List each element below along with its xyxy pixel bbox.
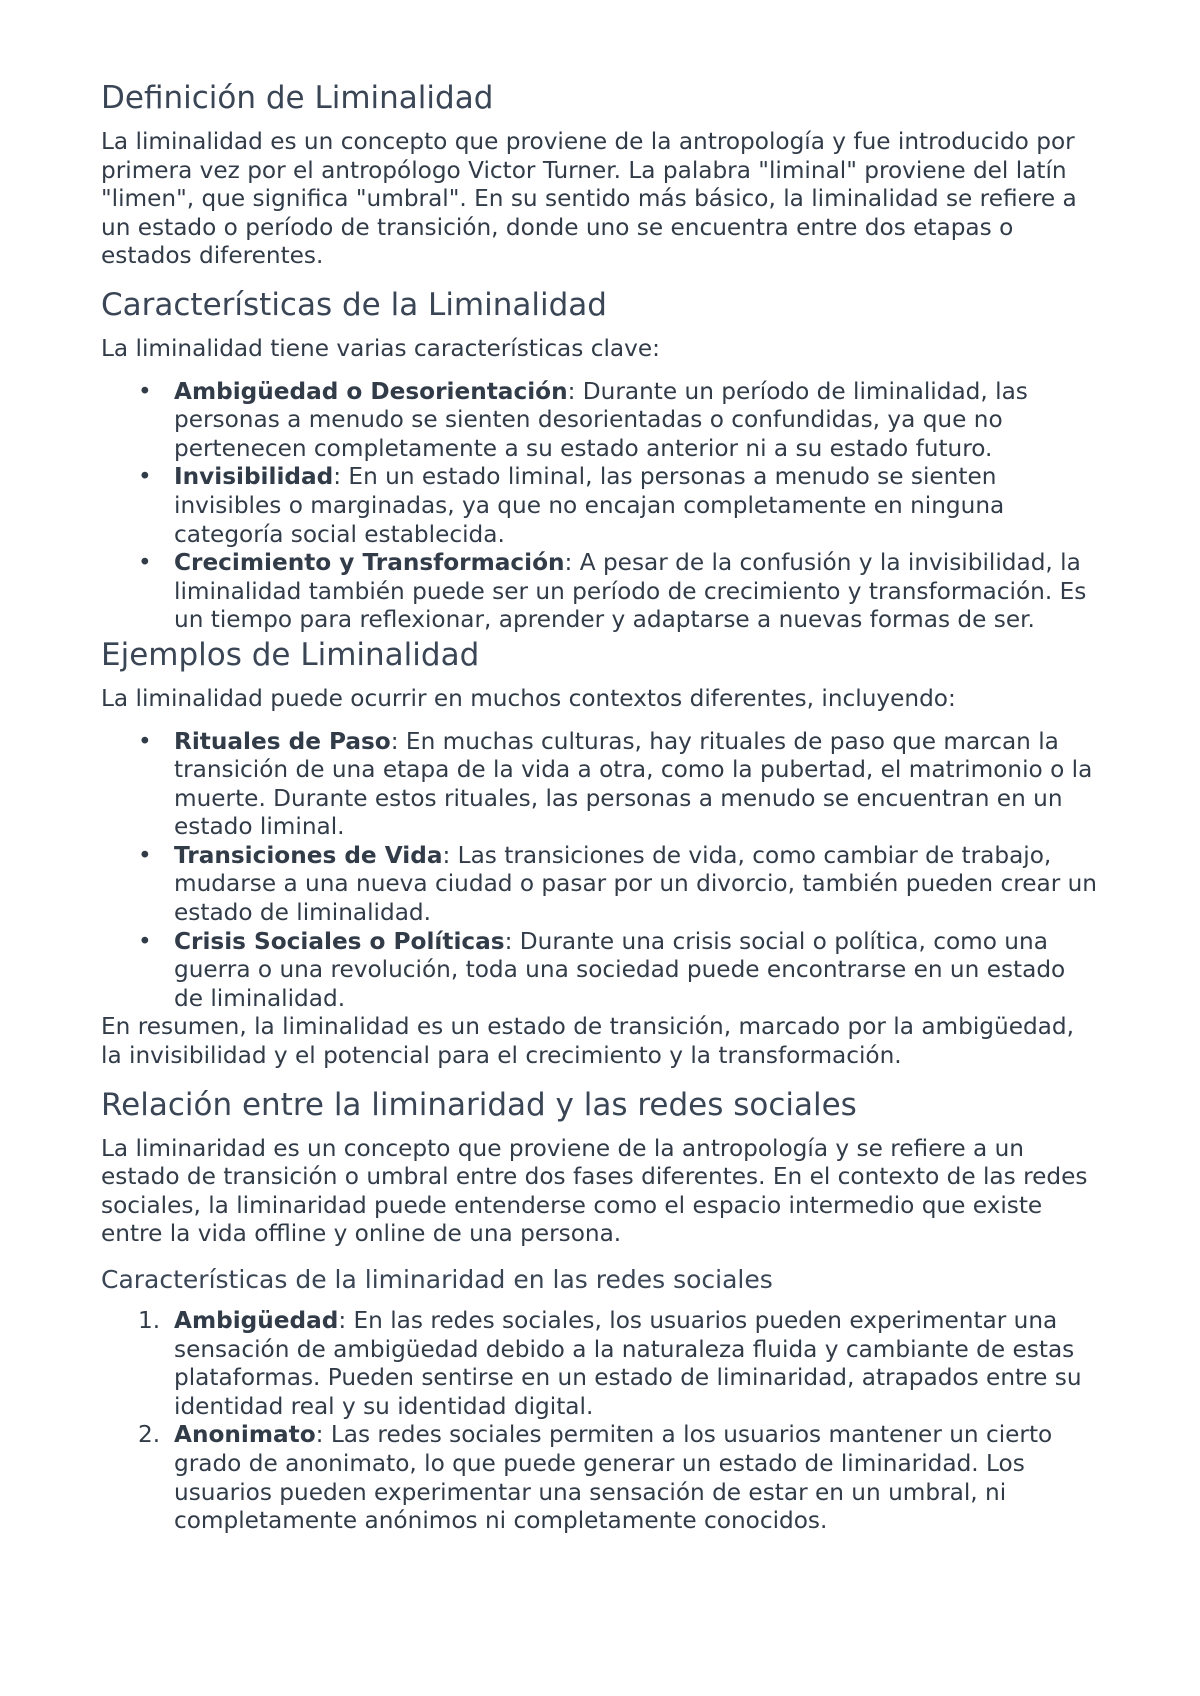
- list-item-term: Transiciones de Vida: [174, 841, 443, 869]
- bullet-icon: •: [138, 727, 152, 755]
- list-caracteristicas: [101, 378, 1100, 635]
- heading-ejemplos: Ejemplos de Liminalidad: [101, 636, 480, 673]
- bullet-icon: •: [138, 549, 152, 577]
- list-ejemplos: [101, 728, 1100, 1014]
- list-caracteristicas-redes: [101, 1307, 1100, 1536]
- list-item-text: : En un estado liminal, las personas a menudo se sienten invisibles o marginadas, ya que no encajan completamente en ninguna categoría social establecida.: [174, 463, 1005, 548]
- bullet-icon: •: [138, 841, 152, 869]
- list-item-text: : Durante un período de liminalidad, las personas a menudo se sienten desorientadas o confundidas, ya que no pertenecen completamente a su estado anterior ni a su estado futuro.: [174, 377, 1028, 462]
- list-item: [138, 1421, 1100, 1535]
- heading-caracteristicas-redes: Características de la liminaridad en las redes sociales: [101, 1265, 773, 1294]
- list-item-number: 2.: [138, 1421, 161, 1449]
- heading-caracteristicas: Características de la Liminalidad: [101, 286, 607, 323]
- list-item: [138, 927, 1100, 1014]
- list-item-term: Ambigüedad: [174, 1307, 339, 1334]
- list-item: [138, 463, 1100, 549]
- bullet-icon: •: [138, 927, 152, 955]
- list-item-text: : Las transiciones de vida, como cambiar de trabajo, mudarse a una nueva ciudad o pasar por un divorcio, también pueden crear un estado de liminalidad.: [174, 841, 1097, 927]
- list-item-text: : En las redes sociales, los usuarios pueden experimentar una sensación de ambigüedad debido a la naturaleza fluida y cambiante de estas plataformas. Pueden sentirse en un estado de liminaridad, atrapados entre su identidad real y su identidad digital.: [174, 1307, 1082, 1420]
- list-item-text: : Las redes sociales permiten a los usuarios mantener un cierto grado de anonimato, lo que puede generar un estado de liminaridad. Los usuarios pueden experimentar una sensación de estar en un umbral, ni completamente anónimos ni completamente conocidos.: [174, 1421, 1053, 1535]
- list-item-text: : En muchas culturas, hay rituales de paso que marcan la transición de una etapa de la vida a otra, como la pubertad, el matrimonio o la muerte. Durante estos rituales, las personas a menudo se encuentran en un estado liminal.: [174, 727, 1093, 841]
- paragraph-caracteristicas-intro: La liminalidad tiene varias características clave:: [101, 334, 660, 362]
- list-item-term: Anonimato: [174, 1421, 316, 1449]
- list-item: [138, 841, 1100, 928]
- paragraph-ejemplos-intro: La liminalidad puede ocurrir en muchos contextos diferentes, incluyendo:: [101, 684, 956, 712]
- bullet-icon: •: [138, 377, 152, 405]
- heading-relacion: Relación entre la liminaridad y las redes sociales: [101, 1086, 857, 1123]
- list-item-text: : A pesar de la confusión y la invisibilidad, la liminalidad también puede ser un período de crecimiento y transformación. Es un tiempo para reflexionar, aprender y adaptarse a nuevas formas de ser.: [174, 549, 1087, 634]
- list-item-term: Crecimiento y Transformación: [174, 549, 565, 577]
- list-item-term: Crisis Sociales o Políticas: [174, 927, 505, 955]
- paragraph-relacion: La liminaridad es un concepto que proviene de la antropología y se refiere a un estado de transición o umbral entre dos fases diferentes. En el contexto de las redes sociales, la liminaridad puede entenderse como el espacio intermedio que existe entre la vida offline y online de una persona.: [101, 1134, 1088, 1248]
- list-item-term: Ambigüedad o Desorientación: [174, 377, 568, 405]
- paragraph-definicion: La liminalidad es un concepto que proviene de la antropología y fue introducido por primera vez por el antropólogo Victor Turner. La palabra "liminal" proviene del latín "limen", que significa "umbral". En su sentido más básico, la liminalidad se refiere a un estado o período de transición, donde uno se encuentra entre dos etapas o estados diferentes.: [101, 128, 1077, 270]
- bullet-icon: •: [138, 463, 152, 491]
- list-item: [138, 549, 1100, 635]
- list-item-term: Rituales de Paso: [174, 727, 391, 755]
- list-item: [138, 727, 1100, 842]
- list-item-term: Invisibilidad: [174, 463, 334, 491]
- paragraph-resumen: En resumen, la liminalidad es un estado de transición, marcado por la ambigüedad, la invisibilidad y el potencial para el crecimiento y la transformación.: [101, 1013, 1074, 1070]
- list-item: [138, 377, 1100, 464]
- heading-definicion: Definición de Liminalidad: [101, 80, 494, 116]
- list-item-text: : Durante una crisis social o política, como una guerra o una revolución, toda una sociedad puede encontrarse en un estado de liminalidad.: [174, 927, 1066, 1012]
- list-item: [138, 1307, 1100, 1421]
- list-item-number: 1.: [138, 1307, 161, 1334]
